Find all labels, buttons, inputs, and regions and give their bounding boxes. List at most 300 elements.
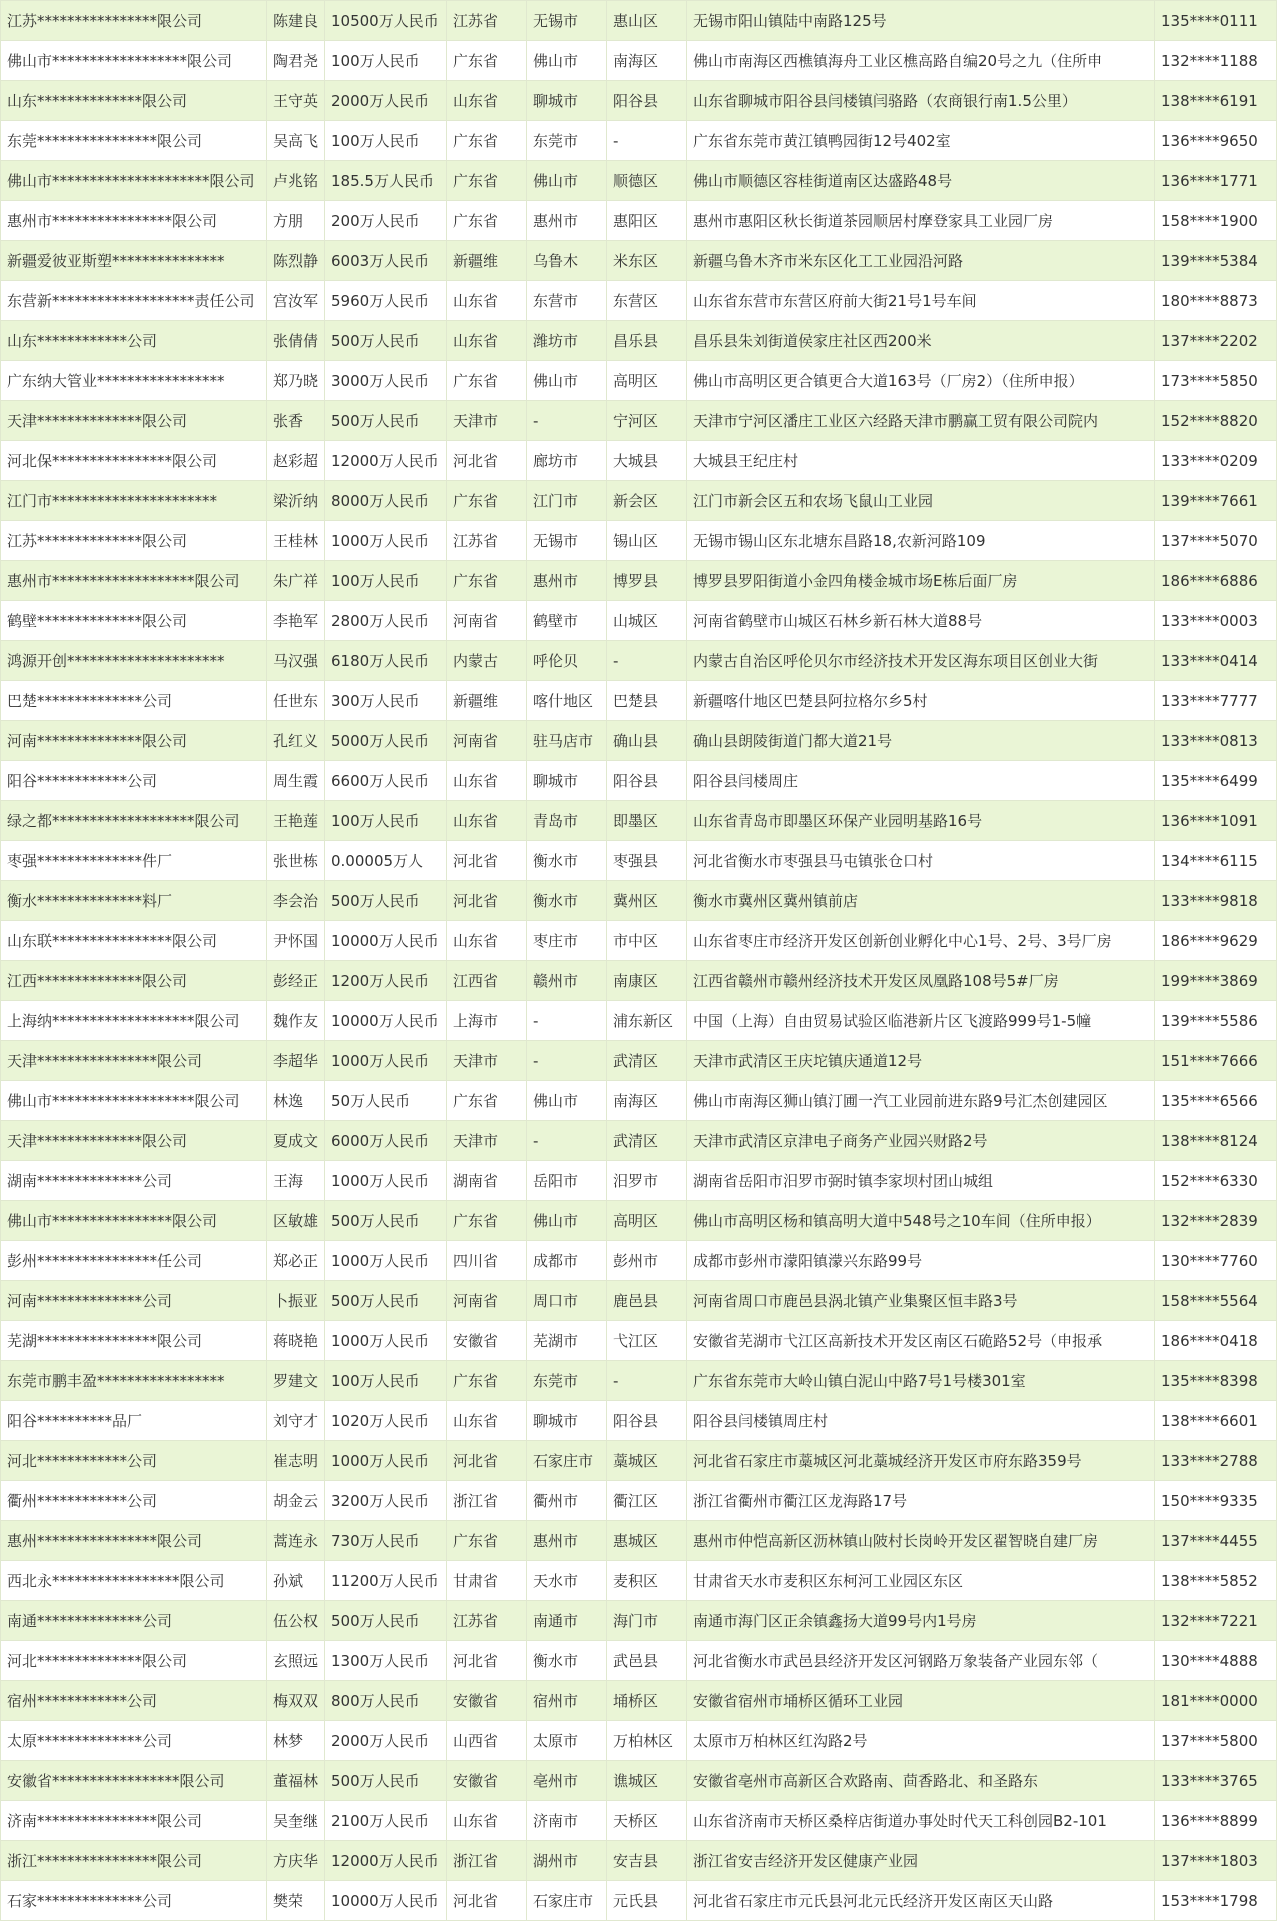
city-cell: 潍坊市 (527, 321, 607, 361)
address-cell: 天津市宁河区潘庄工业区六经路天津市鹏赢工贸有限公司院内 (687, 401, 1155, 441)
district-cell: 市中区 (607, 921, 687, 961)
registered-capital-cell: 10000万人民币 (325, 921, 447, 961)
city-cell: 喀什地区 (527, 681, 607, 721)
table-row (1, 561, 1277, 601)
legal-rep-cell: 刘守才 (267, 1401, 325, 1441)
province-cell: 山东省 (447, 801, 527, 841)
table-row (1, 1361, 1277, 1401)
company-name-cell: 湖南**************公司 (1, 1161, 267, 1201)
address-cell: 山东省济南市天桥区桑梓店街道办事处时代天工科创园B2-101 (687, 1801, 1155, 1841)
province-cell: 浙江省 (447, 1841, 527, 1881)
legal-rep-cell: 王艳莲 (267, 801, 325, 841)
registered-capital-cell: 100万人民币 (325, 561, 447, 601)
district-cell: 南海区 (607, 1081, 687, 1121)
province-cell: 安徽省 (447, 1761, 527, 1801)
phone-cell: 133****0003 (1155, 601, 1277, 641)
city-cell: - (527, 401, 607, 441)
district-cell: 博罗县 (607, 561, 687, 601)
company-name-cell: 惠州市****************限公司 (1, 201, 267, 241)
address-cell: 佛山市南海区西樵镇海舟工业区樵高路自编20号之九（住所申 (687, 41, 1155, 81)
district-cell: 宁河区 (607, 401, 687, 441)
legal-rep-cell: 张香 (267, 401, 325, 441)
company-name-cell: 石家**************公司 (1, 1881, 267, 1921)
city-cell: 赣州市 (527, 961, 607, 1001)
city-cell: 成都市 (527, 1241, 607, 1281)
table-row (1, 201, 1277, 241)
phone-cell: 133****7777 (1155, 681, 1277, 721)
province-cell: 广东省 (447, 1081, 527, 1121)
registered-capital-cell: 2000万人民币 (325, 1721, 447, 1761)
table-row (1, 881, 1277, 921)
district-cell: 高明区 (607, 361, 687, 401)
province-cell: 甘肃省 (447, 1561, 527, 1601)
address-cell: 甘肃省天水市麦积区东柯河工业园区东区 (687, 1561, 1155, 1601)
district-cell: 南康区 (607, 961, 687, 1001)
province-cell: 河南省 (447, 1281, 527, 1321)
district-cell: 锡山区 (607, 521, 687, 561)
province-cell: 上海市 (447, 1001, 527, 1041)
registered-capital-cell: 2000万人民币 (325, 81, 447, 121)
legal-rep-cell: 张世栋 (267, 841, 325, 881)
province-cell: 新疆维 (447, 241, 527, 281)
registered-capital-cell: 50万人民币 (325, 1081, 447, 1121)
district-cell: 武邑县 (607, 1641, 687, 1681)
city-cell: 东莞市 (527, 121, 607, 161)
company-name-cell: 济南****************限公司 (1, 1801, 267, 1841)
legal-rep-cell: 梅双双 (267, 1681, 325, 1721)
phone-cell: 158****1900 (1155, 201, 1277, 241)
province-cell: 湖南省 (447, 1161, 527, 1201)
phone-cell: 199****3869 (1155, 961, 1277, 1001)
table-row (1, 1281, 1277, 1321)
province-cell: 广东省 (447, 561, 527, 601)
registered-capital-cell: 500万人民币 (325, 1281, 447, 1321)
province-cell: 山东省 (447, 1801, 527, 1841)
phone-cell: 137****2202 (1155, 321, 1277, 361)
phone-cell: 138****8124 (1155, 1121, 1277, 1161)
district-cell: 万柏林区 (607, 1721, 687, 1761)
legal-rep-cell: 方庆华 (267, 1841, 325, 1881)
table-row (1, 921, 1277, 961)
phone-cell: 139****5384 (1155, 241, 1277, 281)
address-cell: 惠州市惠阳区秋长街道茶园顺居村摩登家具工业园厂房 (687, 201, 1155, 241)
table-row (1, 1721, 1277, 1761)
table-row (1, 1881, 1277, 1921)
address-cell: 河南省鹤壁市山城区石林乡新石林大道88号 (687, 601, 1155, 641)
city-cell: 衢州市 (527, 1481, 607, 1521)
district-cell: 枣强县 (607, 841, 687, 881)
table-row (1, 1041, 1277, 1081)
address-cell: 新疆乌鲁木齐市米东区化工工业园沿河路 (687, 241, 1155, 281)
company-name-cell: 衢州************公司 (1, 1481, 267, 1521)
legal-rep-cell: 卢兆铭 (267, 161, 325, 201)
province-cell: 广东省 (447, 1201, 527, 1241)
table-body (1, 1, 1277, 1921)
phone-cell: 152****6330 (1155, 1161, 1277, 1201)
district-cell: 弋江区 (607, 1321, 687, 1361)
legal-rep-cell: 朱广祥 (267, 561, 325, 601)
city-cell: 佛山市 (527, 361, 607, 401)
company-name-cell: 新疆爱彼亚斯塑*************** (1, 241, 267, 281)
company-name-cell: 惠州****************限公司 (1, 1521, 267, 1561)
registered-capital-cell: 500万人民币 (325, 1201, 447, 1241)
company-name-cell: 芜湖****************限公司 (1, 1321, 267, 1361)
registered-capital-cell: 12000万人民币 (325, 1841, 447, 1881)
province-cell: 广东省 (447, 361, 527, 401)
legal-rep-cell: 董福林 (267, 1761, 325, 1801)
phone-cell: 181****0000 (1155, 1681, 1277, 1721)
province-cell: 广东省 (447, 481, 527, 521)
legal-rep-cell: 夏成文 (267, 1121, 325, 1161)
company-name-cell: 惠州市*******************限公司 (1, 561, 267, 601)
company-name-cell: 南通**************公司 (1, 1601, 267, 1641)
table-row (1, 601, 1277, 641)
phone-cell: 139****5586 (1155, 1001, 1277, 1041)
city-cell: 无锡市 (527, 1, 607, 41)
city-cell: 宿州市 (527, 1681, 607, 1721)
address-cell: 安徽省宿州市埇桥区循环工业园 (687, 1681, 1155, 1721)
address-cell: 浙江省安吉经济开发区健康产业园 (687, 1841, 1155, 1881)
company-name-cell: 江西**************限公司 (1, 961, 267, 1001)
legal-rep-cell: 任世东 (267, 681, 325, 721)
district-cell: - (607, 1361, 687, 1401)
company-name-cell: 山东************公司 (1, 321, 267, 361)
district-cell: 新会区 (607, 481, 687, 521)
company-name-cell: 山东**************限公司 (1, 81, 267, 121)
company-name-cell: 江苏****************限公司 (1, 1, 267, 41)
phone-cell: 186****0418 (1155, 1321, 1277, 1361)
legal-rep-cell: 孔红义 (267, 721, 325, 761)
table-row (1, 761, 1277, 801)
city-cell: 石家庄市 (527, 1881, 607, 1921)
province-cell: 河南省 (447, 601, 527, 641)
city-cell: 惠州市 (527, 1521, 607, 1561)
company-name-cell: 河南**************限公司 (1, 721, 267, 761)
registered-capital-cell: 500万人民币 (325, 881, 447, 921)
province-cell: 广东省 (447, 161, 527, 201)
legal-rep-cell: 陈建良 (267, 1, 325, 41)
legal-rep-cell: 玄照远 (267, 1641, 325, 1681)
address-cell: 昌乐县朱刘街道侯家庄社区西200米 (687, 321, 1155, 361)
table-row (1, 1201, 1277, 1241)
district-cell: 海门市 (607, 1601, 687, 1641)
legal-rep-cell: 崔志明 (267, 1441, 325, 1481)
registered-capital-cell: 500万人民币 (325, 1601, 447, 1641)
table-row (1, 41, 1277, 81)
company-name-cell: 东莞市鹏丰盈***************** (1, 1361, 267, 1401)
phone-cell: 137****5070 (1155, 521, 1277, 561)
phone-cell: 180****8873 (1155, 281, 1277, 321)
phone-cell: 186****6886 (1155, 561, 1277, 601)
address-cell: 河北省石家庄市藁城区河北藁城经济开发区市府东路359号 (687, 1441, 1155, 1481)
company-name-cell: 河南**************公司 (1, 1281, 267, 1321)
city-cell: 周口市 (527, 1281, 607, 1321)
phone-cell: 136****1091 (1155, 801, 1277, 841)
city-cell: 佛山市 (527, 161, 607, 201)
table-row (1, 1241, 1277, 1281)
registered-capital-cell: 500万人民币 (325, 401, 447, 441)
city-cell: 佛山市 (527, 41, 607, 81)
province-cell: 广东省 (447, 121, 527, 161)
province-cell: 江苏省 (447, 1, 527, 41)
legal-rep-cell: 郑乃晓 (267, 361, 325, 401)
district-cell: 巴楚县 (607, 681, 687, 721)
registered-capital-cell: 100万人民币 (325, 801, 447, 841)
legal-rep-cell: 林逸 (267, 1081, 325, 1121)
district-cell: 麦积区 (607, 1561, 687, 1601)
phone-cell: 133****0209 (1155, 441, 1277, 481)
registered-capital-cell: 10500万人民币 (325, 1, 447, 41)
province-cell: 安徽省 (447, 1681, 527, 1721)
address-cell: 惠州市仲恺高新区沥林镇山陂村长岗岭开发区翟智晓自建厂房 (687, 1521, 1155, 1561)
table-row (1, 1081, 1277, 1121)
company-name-cell: 佛山市*********************限公司 (1, 161, 267, 201)
phone-cell: 132****1188 (1155, 41, 1277, 81)
address-cell: 佛山市高明区杨和镇高明大道中548号之10车间（住所申报） (687, 1201, 1155, 1241)
address-cell: 山东省东营市东营区府前大街21号1号车间 (687, 281, 1155, 321)
legal-rep-cell: 尹怀国 (267, 921, 325, 961)
table-row (1, 281, 1277, 321)
company-name-cell: 鹤壁**************限公司 (1, 601, 267, 641)
province-cell: 江苏省 (447, 521, 527, 561)
district-cell: - (607, 641, 687, 681)
address-cell: 浙江省衢州市衢江区龙海路17号 (687, 1481, 1155, 1521)
district-cell: 东营区 (607, 281, 687, 321)
district-cell: 昌乐县 (607, 321, 687, 361)
city-cell: 枣庄市 (527, 921, 607, 961)
province-cell: 江苏省 (447, 1601, 527, 1641)
district-cell: 即墨区 (607, 801, 687, 841)
legal-rep-cell: 伍公权 (267, 1601, 325, 1641)
phone-cell: 137****4455 (1155, 1521, 1277, 1561)
legal-rep-cell: 李超华 (267, 1041, 325, 1081)
city-cell: - (527, 1121, 607, 1161)
registered-capital-cell: 5960万人民币 (325, 281, 447, 321)
registered-capital-cell: 185.5万人民币 (325, 161, 447, 201)
legal-rep-cell: 李会治 (267, 881, 325, 921)
address-cell: 无锡市锡山区东北塘东昌路18,农新河路109 (687, 521, 1155, 561)
city-cell: 东营市 (527, 281, 607, 321)
phone-cell: 135****0111 (1155, 1, 1277, 41)
table-row (1, 1481, 1277, 1521)
registered-capital-cell: 10000万人民币 (325, 1001, 447, 1041)
city-cell: 岳阳市 (527, 1161, 607, 1201)
phone-cell: 130****7760 (1155, 1241, 1277, 1281)
phone-cell: 133****9818 (1155, 881, 1277, 921)
registered-capital-cell: 800万人民币 (325, 1681, 447, 1721)
province-cell: 山东省 (447, 281, 527, 321)
address-cell: 河北省衡水市武邑县经济开发区河钢路万象装备产业园东邻（ (687, 1641, 1155, 1681)
table-row (1, 521, 1277, 561)
address-cell: 中国（上海）自由贸易试验区临港新片区飞渡路999号1-5幢 (687, 1001, 1155, 1041)
legal-rep-cell: 吴高飞 (267, 121, 325, 161)
table-row (1, 1681, 1277, 1721)
province-cell: 安徽省 (447, 1321, 527, 1361)
address-cell: 无锡市阳山镇陆中南路125号 (687, 1, 1155, 41)
registered-capital-cell: 100万人民币 (325, 1361, 447, 1401)
city-cell: 呼伦贝 (527, 641, 607, 681)
city-cell: 衡水市 (527, 841, 607, 881)
district-cell: 藁城区 (607, 1441, 687, 1481)
registered-capital-cell: 6000万人民币 (325, 1121, 447, 1161)
address-cell: 太原市万柏林区红沟路2号 (687, 1721, 1155, 1761)
registered-capital-cell: 1020万人民币 (325, 1401, 447, 1441)
table-row (1, 1001, 1277, 1041)
registered-capital-cell: 6003万人民币 (325, 241, 447, 281)
company-name-cell: 巴楚**************公司 (1, 681, 267, 721)
registered-capital-cell: 1000万人民币 (325, 521, 447, 561)
province-cell: 山东省 (447, 81, 527, 121)
province-cell: 天津市 (447, 401, 527, 441)
province-cell: 广东省 (447, 201, 527, 241)
company-name-cell: 绿之都*******************限公司 (1, 801, 267, 841)
province-cell: 山东省 (447, 761, 527, 801)
legal-rep-cell: 彭经正 (267, 961, 325, 1001)
district-cell: 武清区 (607, 1041, 687, 1081)
district-cell: 衢江区 (607, 1481, 687, 1521)
table-row (1, 1761, 1277, 1801)
registered-capital-cell: 0.00005万人 (325, 841, 447, 881)
registered-capital-cell: 1000万人民币 (325, 1241, 447, 1281)
address-cell: 阳谷县闫楼镇周庄村 (687, 1401, 1155, 1441)
company-name-cell: 东营新*******************责任公司 (1, 281, 267, 321)
table-row (1, 641, 1277, 681)
address-cell: 内蒙古自治区呼伦贝尔市经济技术开发区海东项目区创业大街 (687, 641, 1155, 681)
table-row (1, 1441, 1277, 1481)
city-cell: 聊城市 (527, 1401, 607, 1441)
legal-rep-cell: 周生霞 (267, 761, 325, 801)
address-cell: 广东省东莞市大岭山镇白泥山中路7号1号楼301室 (687, 1361, 1155, 1401)
table-row (1, 361, 1277, 401)
district-cell: 天桥区 (607, 1801, 687, 1841)
legal-rep-cell: 方朋 (267, 201, 325, 241)
phone-cell: 138****6601 (1155, 1401, 1277, 1441)
address-cell: 新疆喀什地区巴楚县阿拉格尔乡5村 (687, 681, 1155, 721)
table-row (1, 81, 1277, 121)
table-row (1, 441, 1277, 481)
registered-capital-cell: 1000万人民币 (325, 1321, 447, 1361)
district-cell: 高明区 (607, 1201, 687, 1241)
province-cell: 河南省 (447, 721, 527, 761)
address-cell: 衡水市冀州区冀州镇前店 (687, 881, 1155, 921)
district-cell: 山城区 (607, 601, 687, 641)
registered-capital-cell: 2800万人民币 (325, 601, 447, 641)
phone-cell: 136****8899 (1155, 1801, 1277, 1841)
company-name-cell: 太原**************公司 (1, 1721, 267, 1761)
district-cell: 埇桥区 (607, 1681, 687, 1721)
province-cell: 新疆维 (447, 681, 527, 721)
address-cell: 江门市新会区五和农场飞鼠山工业园 (687, 481, 1155, 521)
company-name-cell: 佛山市****************限公司 (1, 1201, 267, 1241)
province-cell: 天津市 (447, 1041, 527, 1081)
address-cell: 河北省衡水市枣强县马屯镇张仓口村 (687, 841, 1155, 881)
registered-capital-cell: 300万人民币 (325, 681, 447, 721)
legal-rep-cell: 陶君尧 (267, 41, 325, 81)
company-name-cell: 阳谷**********品厂 (1, 1401, 267, 1441)
province-cell: 河北省 (447, 841, 527, 881)
company-name-cell: 广东纳大管业***************** (1, 361, 267, 401)
table-row (1, 1, 1277, 41)
registered-capital-cell: 5000万人民币 (325, 721, 447, 761)
registered-capital-cell: 2100万人民币 (325, 1801, 447, 1841)
legal-rep-cell: 蒿连永 (267, 1521, 325, 1561)
legal-rep-cell: 赵彩超 (267, 441, 325, 481)
phone-cell: 158****5564 (1155, 1281, 1277, 1321)
city-cell: 衡水市 (527, 1641, 607, 1681)
legal-rep-cell: 卜振亚 (267, 1281, 325, 1321)
phone-cell: 152****8820 (1155, 401, 1277, 441)
company-name-cell: 浙江****************限公司 (1, 1841, 267, 1881)
district-cell: 阳谷县 (607, 1401, 687, 1441)
table-row (1, 1161, 1277, 1201)
address-cell: 佛山市高明区更合镇更合大道163号（厂房2）（住所申报） (687, 361, 1155, 401)
district-cell: 顺德区 (607, 161, 687, 201)
company-name-cell: 枣强**************件厂 (1, 841, 267, 881)
registered-capital-cell: 100万人民币 (325, 41, 447, 81)
city-cell: 佛山市 (527, 1081, 607, 1121)
province-cell: 江西省 (447, 961, 527, 1001)
address-cell: 山东省青岛市即墨区环保产业园明基路16号 (687, 801, 1155, 841)
registered-capital-cell: 11200万人民币 (325, 1561, 447, 1601)
city-cell: 济南市 (527, 1801, 607, 1841)
company-name-cell: 佛山市*******************限公司 (1, 1081, 267, 1121)
address-cell: 阳谷县闫楼周庄 (687, 761, 1155, 801)
address-cell: 博罗县罗阳街道小金四角楼金城市场E栋后面厂房 (687, 561, 1155, 601)
company-name-cell: 河北************公司 (1, 1441, 267, 1481)
phone-cell: 133****0813 (1155, 721, 1277, 761)
address-cell: 大城县王纪庄村 (687, 441, 1155, 481)
table-row (1, 481, 1277, 521)
legal-rep-cell: 胡金云 (267, 1481, 325, 1521)
table-row (1, 681, 1277, 721)
province-cell: 内蒙古 (447, 641, 527, 681)
company-name-cell: 江门市********************** (1, 481, 267, 521)
table-row (1, 1601, 1277, 1641)
phone-cell: 132****7221 (1155, 1601, 1277, 1641)
address-cell: 佛山市顺德区容桂街道南区达盛路48号 (687, 161, 1155, 201)
company-name-cell: 西北永*****************限公司 (1, 1561, 267, 1601)
phone-cell: 139****7661 (1155, 481, 1277, 521)
phone-cell: 151****7666 (1155, 1041, 1277, 1081)
legal-rep-cell: 罗建文 (267, 1361, 325, 1401)
district-cell: 汨罗市 (607, 1161, 687, 1201)
city-cell: 衡水市 (527, 881, 607, 921)
district-cell: - (607, 121, 687, 161)
city-cell: 南通市 (527, 1601, 607, 1641)
table-row (1, 801, 1277, 841)
registered-capital-cell: 1000万人民币 (325, 1041, 447, 1081)
table-row (1, 1121, 1277, 1161)
phone-cell: 136****9650 (1155, 121, 1277, 161)
district-cell: 惠城区 (607, 1521, 687, 1561)
city-cell: 亳州市 (527, 1761, 607, 1801)
registered-capital-cell: 8000万人民币 (325, 481, 447, 521)
phone-cell: 136****1771 (1155, 161, 1277, 201)
address-cell: 湖南省岳阳市汨罗市弼时镇李家坝村团山城组 (687, 1161, 1155, 1201)
table-row (1, 721, 1277, 761)
company-name-cell: 天津****************限公司 (1, 1041, 267, 1081)
district-cell: 武清区 (607, 1121, 687, 1161)
province-cell: 浙江省 (447, 1481, 527, 1521)
table-row (1, 241, 1277, 281)
legal-rep-cell: 林梦 (267, 1721, 325, 1761)
city-cell: 太原市 (527, 1721, 607, 1761)
table-row (1, 961, 1277, 1001)
district-cell: 彭州市 (607, 1241, 687, 1281)
district-cell: 确山县 (607, 721, 687, 761)
district-cell: 大城县 (607, 441, 687, 481)
province-cell: 河北省 (447, 441, 527, 481)
